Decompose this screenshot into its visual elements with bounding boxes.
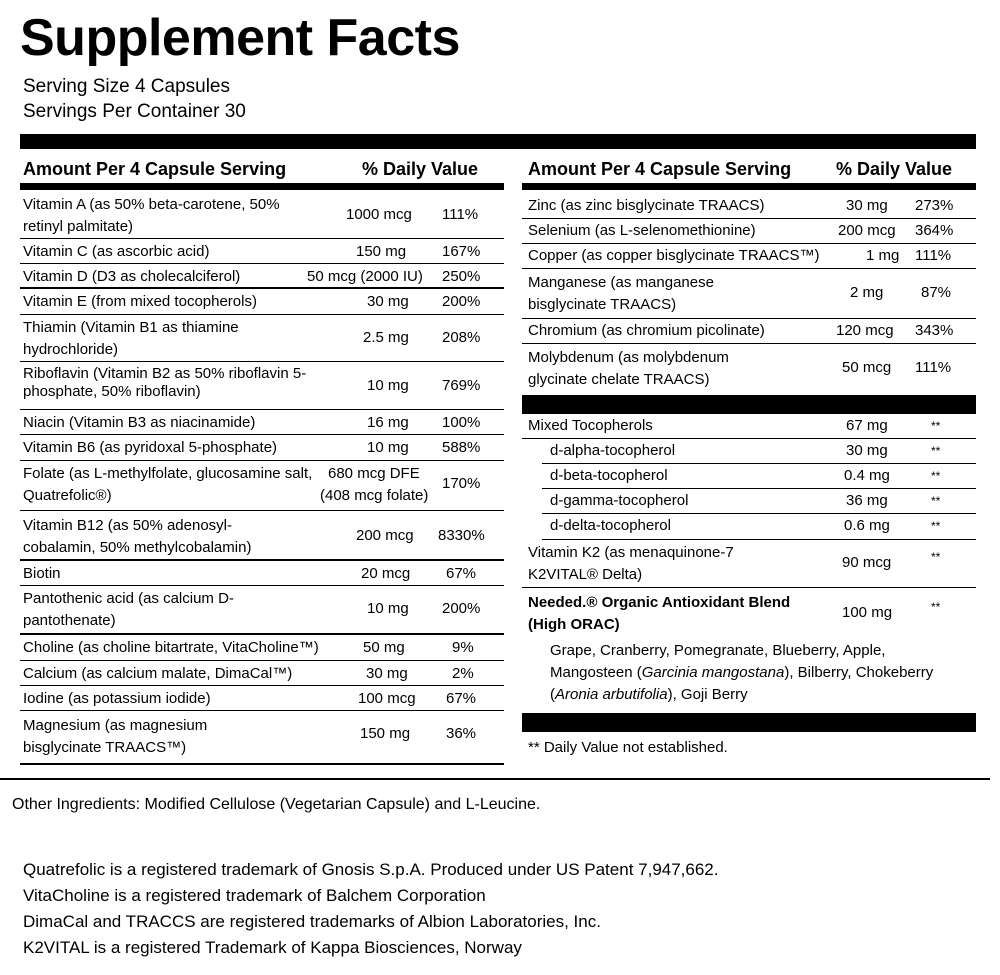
nutrient-name: Vitamin K2 (as menaquinone-7 K2VITAL® Delta) (528, 544, 734, 583)
blend-text: ), Bilberry, Chokeberry ( (550, 664, 934, 703)
nutrient-amount: 30 mg (846, 442, 888, 459)
nutrient-name: Folate (as L-methylfolate, glucosamine salt, Quatrefolic®) (23, 465, 313, 504)
table-row (20, 586, 504, 635)
trademark-line: K2VITAL is a registered Trademark of Kappa Biosciences, Norway (23, 938, 522, 957)
nutrient-dv: ** (931, 600, 941, 614)
nutrient-dv: ** (931, 469, 941, 483)
nutrient-name: Vitamin C (as ascorbic acid) (23, 243, 210, 260)
blend-text: ), Goji Berry (667, 686, 748, 703)
nutrient-dv: 208% (442, 329, 481, 346)
table-row (20, 264, 504, 289)
nutrient-name: Manganese (as manganese bisglycinate TRAACS) (528, 274, 714, 313)
nutrient-amount: 100 mcg (358, 690, 416, 707)
table-row (20, 711, 504, 765)
daily-value-footnote: ** Daily Value not established. (528, 739, 728, 756)
table-row (542, 439, 976, 464)
nutrient-amount: 30 mg (846, 197, 888, 214)
page-title: Supplement Facts (20, 9, 460, 67)
right-other-table (522, 414, 976, 636)
table-row (20, 435, 504, 461)
serving-size: Serving Size 4 Capsules (23, 76, 230, 97)
full-width-divider (0, 778, 990, 780)
trademark-line: VitaCholine is a registered trademark of Balchem Corporation (23, 886, 486, 905)
table-row (20, 289, 504, 315)
nutrient-dv: 87% (921, 284, 952, 301)
nutrient-dv: 8330% (438, 527, 485, 544)
nutrient-name: Vitamin B6 (as pyridoxal 5-phosphate) (23, 439, 278, 456)
nutrient-name: Riboflavin (Vitamin B2 as 50% riboflavin 5-phosphate, 50% riboflavin) (23, 365, 307, 400)
nutrient-name: Selenium (as L-selenomethionine) (528, 222, 756, 239)
table-row (20, 410, 504, 435)
table-row (522, 344, 976, 394)
table-row (20, 686, 504, 711)
right-column-header (522, 155, 976, 190)
nutrient-name: Vitamin A (as 50% beta-carotene, 50% retinyl palmitate) (23, 196, 280, 235)
nutrient-dv: 273% (915, 197, 954, 214)
blend-text-italic: Garcinia mangostana (641, 664, 785, 681)
nutrient-amount: 10 mg (367, 377, 409, 394)
nutrient-amount: 150 mg (360, 725, 411, 742)
right-header-amount: Amount Per 4 Capsule Serving (528, 159, 792, 179)
nutrient-name: Vitamin D (D3 as cholecalciferol) (23, 268, 241, 285)
nutrient-name: Copper (as copper bisglycinate TRAACS™) (528, 247, 820, 264)
nutrient-name: Vitamin E (from mixed tocopherols) (23, 293, 257, 310)
table-row (522, 194, 976, 219)
other-ingredients: Other Ingredients: Modified Cellulose (Vegetarian Capsule) and L-Leucine. (12, 796, 541, 813)
nutrient-amount: 50 mcg (2000 IU) (307, 268, 423, 285)
nutrient-dv: ** (931, 519, 941, 533)
nutrient-dv: 167% (442, 243, 481, 260)
nutrient-dv: 250% (442, 268, 481, 285)
table-row (542, 514, 976, 540)
nutrient-dv: 111% (915, 359, 952, 376)
nutrient-name: d-delta-tocopherol (550, 517, 671, 534)
nutrient-amount: 30 mg (367, 293, 409, 310)
table-row (522, 269, 976, 319)
nutrient-name: Thiamin (Vitamin B1 as thiamine hydrochloride) (23, 319, 239, 358)
table-row (20, 190, 504, 239)
nutrient-name: d-gamma-tocopherol (550, 492, 689, 509)
blend-text-italic: Aronia arbutifolia (555, 686, 668, 703)
table-row (522, 244, 976, 269)
nutrient-amount-secondary: (408 mcg folate) (320, 487, 429, 504)
nutrient-name: Needed.® Organic Antioxidant Blend (High ORAC) (528, 594, 791, 633)
nutrient-amount: 10 mg (367, 439, 409, 456)
nutrient-dv: 200% (442, 600, 481, 617)
nutrient-amount: 1 mg (866, 247, 900, 264)
nutrient-amount: 100 mg (842, 604, 893, 621)
table-row (20, 561, 504, 586)
nutrient-amount: 90 mcg (842, 554, 892, 571)
nutrient-name: Zinc (as zinc bisglycinate TRAACS) (528, 197, 765, 214)
table-row (20, 661, 504, 686)
nutrient-dv: 200% (442, 293, 481, 310)
table-row (20, 239, 504, 264)
nutrient-name: Niacin (Vitamin B3 as niacinamide) (23, 414, 256, 431)
antioxidant-blend-ingredients (550, 640, 970, 706)
table-row (522, 319, 976, 344)
nutrient-dv: 170% (442, 475, 481, 492)
nutrient-amount: 50 mg (363, 639, 405, 656)
nutrient-amount: 67 mg (846, 417, 888, 434)
table-row (522, 414, 976, 439)
nutrient-dv: 100% (442, 414, 481, 431)
nutrient-dv: ** (931, 444, 941, 458)
nutrient-amount: 0.4 mg (844, 467, 890, 484)
nutrient-amount: 16 mg (367, 414, 409, 431)
nutrient-name: Calcium (as calcium malate, DimaCal™) (23, 665, 293, 682)
nutrient-dv: 343% (915, 322, 954, 339)
left-column-header (20, 155, 504, 190)
nutrient-dv: 67% (446, 690, 477, 707)
nutrient-amount: 10 mg (367, 600, 409, 617)
nutrient-name: Choline (as choline bitartrate, VitaCholine™) (23, 639, 319, 656)
table-row (20, 511, 504, 561)
left-header-dv: % Daily Value (362, 159, 479, 179)
nutrient-name: d-alpha-tocopherol (550, 442, 676, 459)
left-nutrient-table (20, 190, 504, 765)
nutrient-name: Iodine (as potassium iodide) (23, 690, 211, 707)
nutrient-amount: 2 mg (850, 284, 884, 301)
nutrient-name: Chromium (as chromium picolinate) (528, 322, 765, 339)
trademark-line: DimaCal and TRACCS are registered trademarks of Albion Laboratories, Inc. (23, 912, 601, 931)
nutrient-amount: 0.6 mg (844, 517, 890, 534)
nutrient-name: Magnesium (as magnesium bisglycinate TRAACS™) (23, 717, 208, 756)
nutrient-dv: 111% (442, 206, 479, 223)
nutrient-dv: ** (931, 550, 941, 564)
nutrient-name: Pantothenic acid (as calcium D-pantothenate) (23, 590, 234, 629)
section-divider-bar (522, 713, 976, 732)
nutrient-dv: 588% (442, 439, 481, 456)
nutrient-name: Biotin (23, 565, 61, 582)
table-row (542, 464, 976, 489)
nutrient-name: Molybdenum (as molybdenum glycinate chelate TRAACS) (528, 349, 729, 388)
nutrient-name: Vitamin B12 (as 50% adenosyl-cobalamin, 50% methylcobalamin) (23, 517, 252, 556)
nutrient-name: d-beta-tocopherol (550, 467, 668, 484)
nutrient-dv: ** (931, 419, 941, 433)
table-row (20, 635, 504, 661)
nutrient-amount: 36 mg (846, 492, 888, 509)
table-row (20, 362, 504, 410)
table-row (20, 461, 504, 511)
nutrient-dv: 67% (446, 565, 477, 582)
nutrient-amount: 680 mcg DFE (328, 465, 420, 482)
nutrient-amount: 2.5 mg (363, 329, 409, 346)
nutrient-dv: 364% (915, 222, 954, 239)
section-divider-bar (522, 395, 976, 414)
nutrient-amount: 200 mcg (838, 222, 896, 239)
trademark-line: Quatrefolic is a registered trademark of Gnosis S.p.A. Produced under US Patent 7,947,662. (23, 860, 719, 879)
table-row (542, 489, 976, 514)
table-row (522, 540, 976, 588)
nutrient-dv: 2% (452, 665, 474, 682)
nutrient-name: Mixed Tocopherols (528, 417, 653, 434)
nutrient-dv: 111% (915, 247, 952, 264)
table-row (522, 219, 976, 244)
servings-per-container: Servings Per Container 30 (23, 101, 246, 122)
nutrient-dv: 769% (442, 377, 481, 394)
right-nutrient-table (522, 194, 976, 394)
header-bar (20, 134, 976, 149)
table-row (522, 588, 976, 636)
nutrient-amount: 30 mg (366, 665, 408, 682)
nutrient-amount: 200 mcg (356, 527, 414, 544)
nutrient-dv: 9% (452, 639, 474, 656)
right-header-dv: % Daily Value (836, 159, 953, 179)
nutrient-dv: ** (931, 494, 941, 508)
nutrient-dv: 36% (446, 725, 477, 742)
nutrient-amount: 120 mcg (836, 322, 894, 339)
nutrient-amount: 150 mg (356, 243, 407, 260)
blend-text: Grape, Cranberry, Pomegranate, Blueberry, Apple, Mangosteen ( (550, 642, 886, 681)
table-row (20, 315, 504, 362)
nutrient-amount: 1000 mcg (346, 206, 412, 223)
left-header-amount: Amount Per 4 Capsule Serving (23, 159, 287, 179)
nutrient-amount: 20 mcg (361, 565, 411, 582)
nutrient-amount: 50 mcg (842, 359, 892, 376)
